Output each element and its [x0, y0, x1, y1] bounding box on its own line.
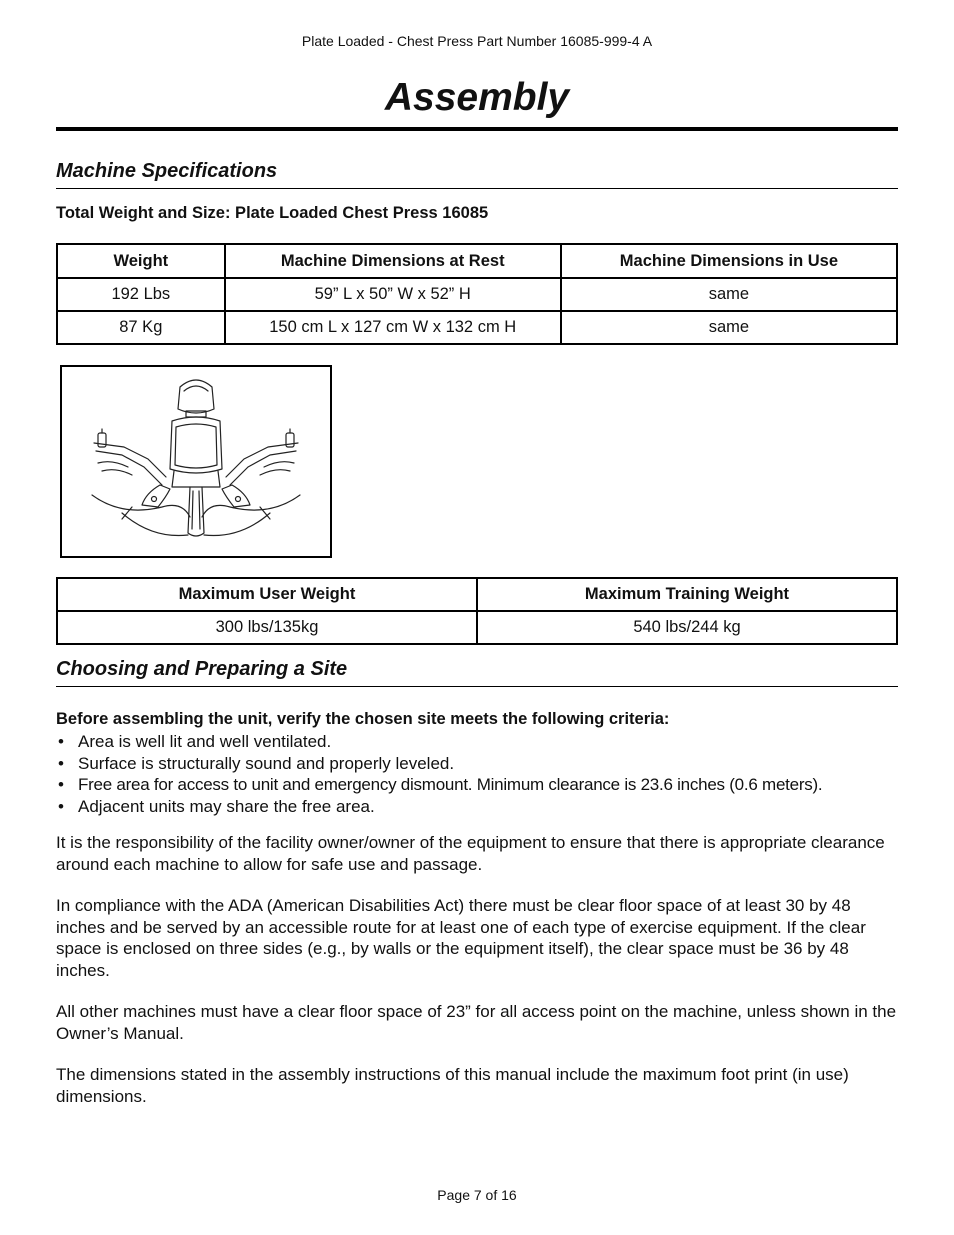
paragraph: The dimensions stated in the assembly instructions of this manual include the maximum foot print (in use) dimensions.: [56, 1065, 849, 1106]
machine-specifications-heading: Machine Specifications: [56, 160, 278, 182]
bullet-icon: •: [58, 753, 64, 773]
table-cell: 300 lbs/135kg: [57, 611, 477, 644]
list-item-text: Free area for access to unit and emergency dismount. Minimum clearance is 23.6 inches (0.6 meters).: [78, 775, 823, 795]
table-header-cell: Maximum Training Weight: [477, 578, 897, 611]
list-item-text: Surface is structurally sound and properly leveled.: [78, 753, 455, 773]
site-criteria-list: [56, 731, 916, 818]
page-number: Page 7 of 16: [437, 1187, 517, 1203]
chest-press-illustration: [60, 365, 332, 558]
list-item: [56, 731, 916, 753]
weight-limits-table: [56, 577, 898, 645]
table-row: [57, 311, 897, 344]
table-cell: 540 lbs/244 kg: [477, 611, 897, 644]
dimensions-table: [56, 243, 898, 345]
paragraph: All other machines must have a clear floor space of 23” for all access point on the machine, unless shown in the Owner’s Manual.: [56, 1002, 897, 1043]
table-header-cell: Machine Dimensions in Use: [561, 244, 897, 278]
table-cell: same: [561, 311, 897, 344]
table-cell: 87 Kg: [57, 311, 225, 344]
table-cell: same: [561, 278, 897, 311]
page-header: Plate Loaded - Chest Press Part Number 16085-999-4 A: [301, 33, 653, 49]
list-item-text: Area is well lit and well ventilated.: [78, 732, 332, 751]
page-title: Assembly: [384, 76, 570, 119]
list-item-text: Adjacent units may share the free area.: [78, 797, 375, 817]
table-row: [57, 278, 897, 311]
paragraph: In compliance with the ADA (American Disabilities Act) there must be clear floor space of at least 30 by 48 inches and be served by an accessible route for at least one of each type of exercise equipment. If the clear space is enclosed on three sides (e.g., by walls or the equipment itself), the clear space must be 36 by 48 inches.: [56, 896, 866, 981]
section-divider: [56, 686, 898, 687]
table-header-row: [57, 578, 897, 611]
total-weight-subheading: Total Weight and Size: Plate Loaded Chest Press 16085: [56, 204, 489, 222]
table-cell: 192 Lbs: [57, 278, 225, 311]
table-cell: 150 cm L x 127 cm W x 132 cm H: [225, 311, 561, 344]
bullet-icon: •: [58, 797, 64, 817]
table-header-row: [57, 244, 897, 278]
bullet-icon: •: [58, 732, 64, 751]
table-row: [57, 611, 897, 644]
bullet-icon: •: [58, 775, 64, 795]
list-item: [56, 796, 916, 818]
table-header-cell: Weight: [57, 244, 225, 278]
site-criteria-intro: Before assembling the unit, verify the chosen site meets the following criteria:: [56, 710, 670, 728]
table-cell: 59” L x 50” W x 52” H: [225, 278, 561, 311]
table-header-cell: Maximum User Weight: [57, 578, 477, 611]
list-item: [56, 774, 916, 796]
list-item: [56, 753, 916, 775]
title-divider: [56, 127, 898, 131]
paragraph: It is the responsibility of the facility owner/owner of the equipment to ensure that there is appropriate clearance around each machine to allow for safe use and passage.: [56, 833, 885, 874]
section-divider: [56, 188, 898, 189]
table-header-cell: Machine Dimensions at Rest: [225, 244, 561, 278]
choosing-site-heading: Choosing and Preparing a Site: [56, 658, 348, 680]
